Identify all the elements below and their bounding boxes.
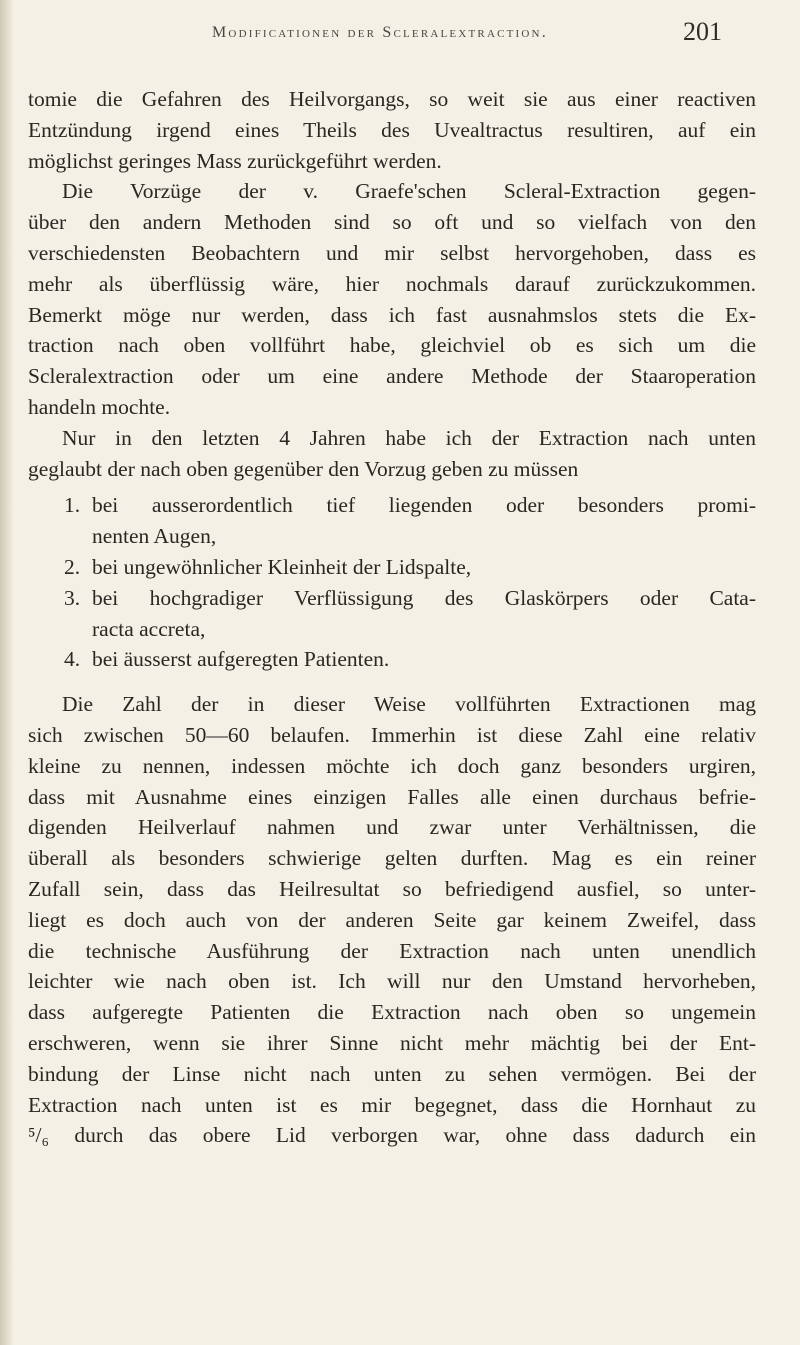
text-line: tomie die Gefahren des Heilvorgangs, so weit sie aus einer reactiven bbox=[28, 87, 756, 111]
text-line: kleine zu nennen, indessen möchte ich doch ganz besonders urgiren, bbox=[28, 753, 756, 778]
list-number: 3. bbox=[64, 585, 81, 610]
text-line: sich zwischen 50—60 belaufen. Immerhin ist diese Zahl eine relativ bbox=[28, 722, 756, 747]
list-item bbox=[28, 552, 756, 583]
text-line: dass mit Ausnahme eines einzigen Falles alle einen durchaus befrie- bbox=[28, 784, 756, 809]
list-number: 1. bbox=[64, 493, 81, 518]
text-line: Extraction nach unten ist es mir begegnet, dass die Hornhaut zu bbox=[28, 1092, 756, 1117]
text-line: möglichst geringes Mass zurückgeführt werden. bbox=[28, 148, 442, 173]
list-number: 2. bbox=[64, 554, 81, 579]
text-line: digenden Heilverlauf nahmen und zwar unter Verhältnissen, die bbox=[28, 815, 756, 840]
text-line: dass aufgeregte Patienten die Extraction nach oben so ungemein bbox=[28, 1000, 756, 1025]
text-line: liegt es doch auch von der anderen Seite gar keinem Zweifel, dass bbox=[28, 907, 756, 932]
text-line: die technische Ausführung der Extraction nach unten unendlich bbox=[28, 938, 756, 963]
list-item bbox=[28, 644, 756, 675]
list-item-line: nenten Augen, bbox=[92, 524, 217, 549]
list-text: bei äusserst aufgeregten Patienten. bbox=[92, 647, 390, 672]
text-line: über den andern Methoden sind so oft und so vielfach von den bbox=[28, 210, 756, 235]
text-line: Bemerkt möge nur werden, dass ich fast ausnahmslos stets die Ex- bbox=[28, 302, 756, 327]
text-line: überall als besonders schwierige gelten durften. Mag es ein reiner bbox=[28, 846, 756, 871]
list-number: 4. bbox=[64, 647, 81, 672]
list-item-line bbox=[28, 552, 756, 583]
list-item-line bbox=[28, 583, 756, 614]
running-head bbox=[160, 12, 780, 52]
paragraph-gap bbox=[28, 675, 756, 689]
paragraph-2 bbox=[28, 176, 756, 422]
list-item-line: racta accreta, bbox=[92, 616, 206, 641]
text-line: bindung der Linse nicht nach unten zu sehen vermögen. Bei der bbox=[28, 1061, 756, 1086]
list-item bbox=[28, 490, 756, 552]
list-item-line bbox=[28, 490, 756, 521]
text-line: erschweren, wenn sie ihrer Sinne nicht mehr mächtig bei der Ent- bbox=[28, 1030, 756, 1055]
body-text bbox=[28, 84, 756, 1151]
list-text: bei ungewöhnlicher Kleinheit der Lidspalte, bbox=[92, 554, 472, 579]
list-text: bei ausserordentlich tief liegenden oder besonders promi- bbox=[92, 493, 756, 518]
text-line: Die Vorzüge der v. Graefe'schen Scleral-Extraction gegen- bbox=[62, 179, 756, 204]
list-item bbox=[28, 583, 756, 645]
text-line: Scleralextraction oder um eine andere Methode der Staaroperation bbox=[28, 364, 756, 389]
text-line: Nur in den letzten 4 Jahren habe ich der Extraction nach unten bbox=[62, 425, 756, 450]
text-line: leichter wie nach oben ist. Ich will nur den Umstand hervorheben, bbox=[28, 969, 756, 994]
numbered-list bbox=[28, 490, 756, 675]
paragraph-4 bbox=[28, 689, 756, 1151]
text-line: Die Zahl der in dieser Weise vollführten Extractionen mag bbox=[62, 692, 756, 717]
list-item-line bbox=[28, 644, 756, 675]
text-line: ⁵/₆ durch das obere Lid verborgen war, ohne dass dadurch ein bbox=[28, 1123, 756, 1148]
text-line: traction nach oben vollführt habe, gleichviel ob es sich um die bbox=[28, 333, 756, 358]
text-line: verschiedensten Beobachtern und mir selbst hervorgehoben, dass es bbox=[28, 240, 756, 265]
running-title: Modificationen der Scleralextraction. bbox=[212, 24, 548, 41]
list-text: bei hochgradiger Verflüssigung des Glaskörpers oder Cata- bbox=[92, 585, 756, 610]
text-line: mehr als überflüssig wäre, hier nochmals darauf zurückzukommen. bbox=[28, 271, 756, 296]
page-number: 201 bbox=[683, 17, 722, 46]
text-line: Zufall sein, dass das Heilresultat so befriedigend ausfiel, so unter- bbox=[28, 876, 756, 901]
text-line: Entzündung irgend eines Theils des Uvealtractus resultiren, auf ein bbox=[28, 117, 756, 142]
paragraph-3 bbox=[28, 423, 756, 485]
text-line: geglaubt der nach oben gegenüber den Vorzug geben zu müssen bbox=[28, 456, 579, 481]
text-line: handeln mochte. bbox=[28, 394, 171, 419]
paragraph-1 bbox=[28, 84, 756, 176]
